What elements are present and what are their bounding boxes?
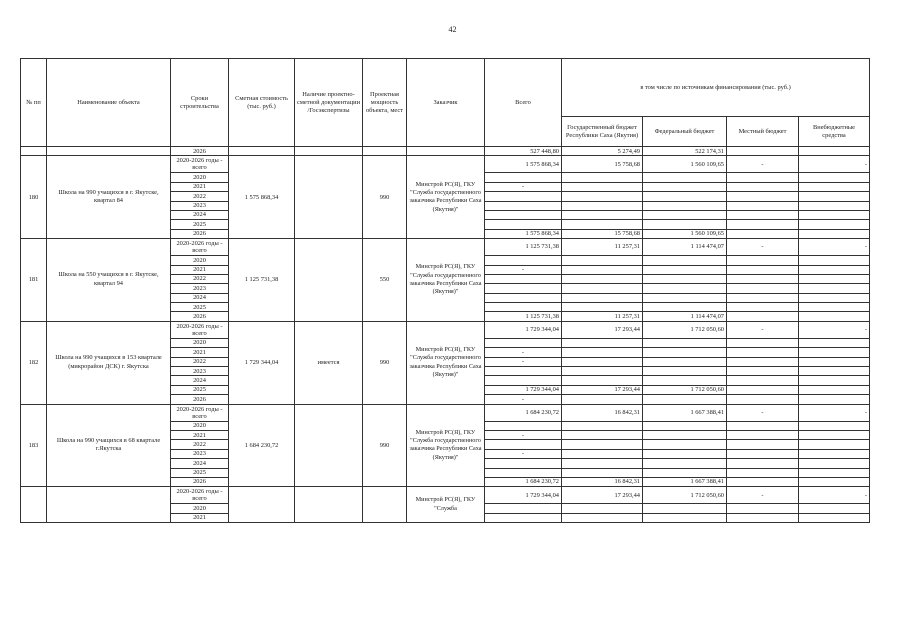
year-cell: 2020-2026 годы - всего — [171, 487, 229, 504]
local-budget-cell — [727, 385, 799, 394]
federal-budget-cell — [643, 459, 727, 468]
year-cell: 2024 — [171, 293, 229, 302]
year-cell: 2020 — [171, 173, 229, 182]
customer: Минстрой РС(Я), ГКУ "Служба государственного заказчика Республики Саха (Якутия)" — [407, 156, 485, 239]
federal-budget-cell — [643, 449, 727, 458]
year-cell: 2025 — [171, 385, 229, 394]
total-cell — [485, 256, 562, 265]
extra-budget-cell — [799, 293, 870, 302]
header-federal: Федеральный бюджет — [643, 117, 727, 147]
state-budget-cell: 17 293,44 — [562, 487, 643, 504]
total-cell: 1 729 344,04 — [485, 487, 562, 504]
federal-budget-cell — [643, 395, 727, 404]
state-budget-cell: 16 842,31 — [562, 404, 643, 421]
year-cell: 2022 — [171, 192, 229, 201]
state-budget-cell — [562, 421, 643, 430]
local-budget-cell — [727, 395, 799, 404]
year-cell: 2020-2026 годы - всего — [171, 404, 229, 421]
state-budget-cell — [562, 504, 643, 513]
state-budget-cell — [562, 220, 643, 229]
total-cell: 1 729 344,04 — [485, 385, 562, 394]
local-budget-cell — [727, 147, 799, 156]
total-cell — [485, 367, 562, 376]
empty-cell — [47, 147, 171, 156]
state-budget-cell — [562, 284, 643, 293]
year-cell: 2024 — [171, 210, 229, 219]
total-cell: 1 684 230,72 — [485, 477, 562, 486]
capacity: 550 — [363, 239, 407, 322]
federal-budget-cell — [643, 468, 727, 477]
local-budget-cell — [727, 513, 799, 522]
state-budget-cell — [562, 210, 643, 219]
object-number: 183 — [21, 404, 47, 487]
extra-budget-cell: - — [799, 156, 870, 173]
year-cell: 2025 — [171, 303, 229, 312]
year-cell: 2023 — [171, 367, 229, 376]
year-cell: 2023 — [171, 284, 229, 293]
total-cell — [485, 210, 562, 219]
year-cell: 2020 — [171, 504, 229, 513]
local-budget-cell — [727, 256, 799, 265]
design-docs — [295, 239, 363, 322]
federal-budget-cell: 1 712 050,60 — [643, 321, 727, 338]
federal-budget-cell: 1 114 474,07 — [643, 312, 727, 321]
state-budget-cell — [562, 395, 643, 404]
year-cell: 2020 — [171, 421, 229, 430]
object-number: 180 — [21, 156, 47, 239]
year-cell: 2022 — [171, 274, 229, 283]
table-row — [21, 487, 870, 504]
extra-budget-cell — [799, 440, 870, 449]
local-budget-cell — [727, 338, 799, 347]
federal-budget-cell — [643, 201, 727, 210]
extra-budget-cell — [799, 421, 870, 430]
extra-budget-cell: - — [799, 321, 870, 338]
state-budget-cell: 11 257,31 — [562, 312, 643, 321]
state-budget-cell — [562, 293, 643, 302]
extra-budget-cell: - — [799, 404, 870, 421]
local-budget-cell — [727, 293, 799, 302]
extra-budget-cell — [799, 385, 870, 394]
year-cell: 2024 — [171, 459, 229, 468]
local-budget-cell — [727, 459, 799, 468]
extra-budget-cell — [799, 173, 870, 182]
estimated-cost: 1 575 868,34 — [229, 156, 295, 239]
object-name — [47, 487, 171, 523]
total-cell: 1 125 731,38 — [485, 312, 562, 321]
local-budget-cell — [727, 210, 799, 219]
state-budget-cell: 17 293,44 — [562, 385, 643, 394]
local-budget-cell — [727, 303, 799, 312]
total-cell: - — [485, 182, 562, 191]
local-budget-cell — [727, 201, 799, 210]
local-budget-cell: - — [727, 404, 799, 421]
local-budget-cell — [727, 357, 799, 366]
federal-budget-cell — [643, 192, 727, 201]
state-budget-cell — [562, 376, 643, 385]
object-name: Школа на 990 учащихся в 68 квартале г.Якутска — [47, 404, 171, 487]
header-state: Государственный бюджет Республики Саха (Якутия) — [562, 117, 643, 147]
local-budget-cell — [727, 274, 799, 283]
total-cell — [485, 284, 562, 293]
state-budget-cell: 17 293,44 — [562, 321, 643, 338]
table-row — [21, 239, 870, 256]
design-docs — [295, 156, 363, 239]
local-budget-cell: - — [727, 321, 799, 338]
extra-budget-cell — [799, 468, 870, 477]
capacity: 990 — [363, 156, 407, 239]
federal-budget-cell — [643, 265, 727, 274]
state-budget-cell — [562, 173, 643, 182]
customer: Минстрой РС(Я), ГКУ "Служба государственного заказчика Республики Саха (Якутия)" — [407, 321, 485, 404]
total-cell — [485, 440, 562, 449]
extra-budget-cell — [799, 338, 870, 347]
total-cell — [485, 421, 562, 430]
local-budget-cell — [727, 348, 799, 357]
extra-budget-cell — [799, 477, 870, 486]
total-cell — [485, 459, 562, 468]
total-cell — [485, 513, 562, 522]
total-cell: - — [485, 357, 562, 366]
header-capacity: Проектная мощность объекта, мест — [363, 59, 407, 147]
customer: Минстрой РС(Я), ГКУ "Служба — [407, 487, 485, 523]
federal-budget-cell: 1 667 388,41 — [643, 404, 727, 421]
state-budget-cell — [562, 303, 643, 312]
local-budget-cell — [727, 440, 799, 449]
year-cell: 2021 — [171, 513, 229, 522]
extra-budget-cell — [799, 192, 870, 201]
extra-budget-cell — [799, 430, 870, 439]
empty-cell — [407, 147, 485, 156]
object-name: Школа на 550 учащихся в г. Якутске, квартал 94 — [47, 239, 171, 322]
year-cell: 2026 — [171, 229, 229, 238]
state-budget-cell — [562, 256, 643, 265]
state-budget-cell — [562, 459, 643, 468]
local-budget-cell — [727, 312, 799, 321]
total-cell — [485, 504, 562, 513]
year-cell: 2026 — [171, 312, 229, 321]
state-budget-cell — [562, 192, 643, 201]
local-budget-cell — [727, 192, 799, 201]
header-local: Местный бюджет — [727, 117, 799, 147]
state-budget-cell — [562, 265, 643, 274]
federal-budget-cell — [643, 284, 727, 293]
local-budget-cell: - — [727, 239, 799, 256]
object-number: 182 — [21, 321, 47, 404]
header-num: № пп — [21, 59, 47, 147]
table-body — [21, 147, 870, 523]
extra-budget-cell — [799, 256, 870, 265]
federal-budget-cell — [643, 338, 727, 347]
header-extra: Внебюджетные средства — [799, 117, 870, 147]
financing-table — [20, 58, 870, 523]
extra-budget-cell: - — [799, 239, 870, 256]
local-budget-cell — [727, 504, 799, 513]
state-budget-cell: 15 758,68 — [562, 229, 643, 238]
empty-cell — [295, 147, 363, 156]
local-budget-cell — [727, 468, 799, 477]
federal-budget-cell: 1 114 474,07 — [643, 239, 727, 256]
local-budget-cell — [727, 173, 799, 182]
federal-budget-cell — [643, 367, 727, 376]
table-row — [21, 321, 870, 338]
total-cell: 1 684 230,72 — [485, 404, 562, 421]
year-cell: 2021 — [171, 182, 229, 191]
local-budget-cell — [727, 477, 799, 486]
total-cell — [485, 376, 562, 385]
year-cell: 2024 — [171, 376, 229, 385]
empty-cell — [363, 147, 407, 156]
year-cell: 2021 — [171, 430, 229, 439]
header-sources: в том числе по источникам финансирования (тыс. руб.) — [562, 59, 870, 117]
state-budget-cell — [562, 430, 643, 439]
total-cell: 527 448,80 — [485, 147, 562, 156]
federal-budget-cell — [643, 173, 727, 182]
total-cell: 1 575 868,34 — [485, 156, 562, 173]
header-cost: Сметная стоимость (тыс. руб.) — [229, 59, 295, 147]
total-cell — [485, 220, 562, 229]
empty-cell — [21, 147, 47, 156]
total-cell: - — [485, 395, 562, 404]
local-budget-cell — [727, 430, 799, 439]
state-budget-cell — [562, 338, 643, 347]
estimated-cost: 1 125 731,38 — [229, 239, 295, 322]
extra-budget-cell — [799, 210, 870, 219]
state-budget-cell — [562, 274, 643, 283]
year-cell: 2020 — [171, 338, 229, 347]
local-budget-cell: - — [727, 156, 799, 173]
object-number — [21, 487, 47, 523]
year-cell: 2022 — [171, 440, 229, 449]
local-budget-cell — [727, 421, 799, 430]
federal-budget-cell — [643, 513, 727, 522]
total-cell: - — [485, 265, 562, 274]
extra-budget-cell — [799, 284, 870, 293]
federal-budget-cell — [643, 376, 727, 385]
federal-budget-cell — [643, 293, 727, 302]
year-cell: 2022 — [171, 357, 229, 366]
federal-budget-cell — [643, 220, 727, 229]
federal-budget-cell — [643, 348, 727, 357]
year-cell: 2025 — [171, 468, 229, 477]
extra-budget-cell — [799, 504, 870, 513]
year-cell: 2026 — [171, 477, 229, 486]
year-cell: 2021 — [171, 265, 229, 274]
local-budget-cell — [727, 182, 799, 191]
extra-budget-cell — [799, 395, 870, 404]
total-cell: - — [485, 430, 562, 439]
capacity — [363, 487, 407, 523]
federal-budget-cell — [643, 504, 727, 513]
empty-cell — [229, 147, 295, 156]
design-docs: имеется — [295, 321, 363, 404]
state-budget-cell — [562, 513, 643, 522]
design-docs — [295, 487, 363, 523]
year-cell: 2021 — [171, 348, 229, 357]
federal-budget-cell — [643, 421, 727, 430]
extra-budget-cell — [799, 367, 870, 376]
total-cell — [485, 338, 562, 347]
year-cell: 2026 — [171, 395, 229, 404]
estimated-cost: 1 684 230,72 — [229, 404, 295, 487]
extra-budget-cell — [799, 303, 870, 312]
local-budget-cell — [727, 265, 799, 274]
extra-budget-cell — [799, 229, 870, 238]
federal-budget-cell: 1 712 050,60 — [643, 487, 727, 504]
federal-budget-cell — [643, 430, 727, 439]
total-cell: 1 125 731,38 — [485, 239, 562, 256]
state-budget-cell — [562, 449, 643, 458]
local-budget-cell — [727, 367, 799, 376]
federal-budget-cell — [643, 357, 727, 366]
extra-budget-cell — [799, 513, 870, 522]
federal-budget-cell: 1 560 109,65 — [643, 156, 727, 173]
federal-budget-cell — [643, 210, 727, 219]
extra-budget-cell — [799, 220, 870, 229]
estimated-cost: 1 729 344,04 — [229, 321, 295, 404]
year-cell: 2020-2026 годы - всего — [171, 239, 229, 256]
header-customer: Заказчик — [407, 59, 485, 147]
extra-budget-cell — [799, 201, 870, 210]
state-budget-cell — [562, 201, 643, 210]
state-budget-cell — [562, 440, 643, 449]
local-budget-cell: - — [727, 487, 799, 504]
extra-budget-cell — [799, 449, 870, 458]
header-docs: Наличие проектно-сметной документации /Госэкспертизы — [295, 59, 363, 147]
total-cell: 1 729 344,04 — [485, 321, 562, 338]
total-cell — [485, 293, 562, 302]
header-terms: Сроки строительства — [171, 59, 229, 147]
page-number: 42 — [448, 25, 457, 34]
federal-budget-cell: 1 667 388,41 — [643, 477, 727, 486]
design-docs — [295, 404, 363, 487]
federal-budget-cell: 1 712 050,60 — [643, 385, 727, 394]
header-name: Наименование объекта — [47, 59, 171, 147]
local-budget-cell — [727, 376, 799, 385]
customer: Минстрой РС(Я), ГКУ "Служба государственного заказчика Республики Саха (Якутия)" — [407, 404, 485, 487]
year-cell: 2020-2026 годы - всего — [171, 156, 229, 173]
table-row — [21, 156, 870, 173]
federal-budget-cell — [643, 256, 727, 265]
year-cell: 2025 — [171, 220, 229, 229]
extra-budget-cell — [799, 357, 870, 366]
local-budget-cell — [727, 284, 799, 293]
extra-budget-cell — [799, 147, 870, 156]
year-cell: 2020-2026 годы - всего — [171, 321, 229, 338]
state-budget-cell — [562, 182, 643, 191]
extra-budget-cell — [799, 348, 870, 357]
federal-budget-cell: 522 174,31 — [643, 147, 727, 156]
total-cell: 1 575 868,34 — [485, 229, 562, 238]
state-budget-cell — [562, 468, 643, 477]
capacity: 990 — [363, 321, 407, 404]
total-cell — [485, 468, 562, 477]
total-cell — [485, 303, 562, 312]
extra-budget-cell: - — [799, 487, 870, 504]
state-budget-cell: 5 274,49 — [562, 147, 643, 156]
year-cell: 2020 — [171, 256, 229, 265]
total-cell — [485, 192, 562, 201]
state-budget-cell: 15 758,68 — [562, 156, 643, 173]
total-cell — [485, 201, 562, 210]
table-row — [21, 404, 870, 421]
object-name: Школа на 990 учащихся в г. Якутске, квартал 84 — [47, 156, 171, 239]
header-total: Всего — [485, 59, 562, 147]
state-budget-cell: 16 842,31 — [562, 477, 643, 486]
extra-budget-cell — [799, 274, 870, 283]
state-budget-cell — [562, 367, 643, 376]
total-cell: - — [485, 348, 562, 357]
state-budget-cell — [562, 348, 643, 357]
estimated-cost — [229, 487, 295, 523]
extra-budget-cell — [799, 265, 870, 274]
local-budget-cell — [727, 229, 799, 238]
year-cell: 2023 — [171, 449, 229, 458]
federal-budget-cell — [643, 440, 727, 449]
customer: Минстрой РС(Я), ГКУ "Служба государственного заказчика Республики Саха (Якутия)" — [407, 239, 485, 322]
extra-budget-cell — [799, 376, 870, 385]
state-budget-cell: 11 257,31 — [562, 239, 643, 256]
total-cell — [485, 173, 562, 182]
table-row — [21, 147, 870, 156]
capacity: 990 — [363, 404, 407, 487]
total-cell — [485, 274, 562, 283]
extra-budget-cell — [799, 459, 870, 468]
year-cell: 2026 — [171, 147, 229, 156]
extra-budget-cell — [799, 312, 870, 321]
federal-budget-cell: 1 560 109,65 — [643, 229, 727, 238]
object-number: 181 — [21, 239, 47, 322]
object-name: Школа на 990 учащихся в 153 квартале (микрорайон ДСК) г. Якутска — [47, 321, 171, 404]
extra-budget-cell — [799, 182, 870, 191]
local-budget-cell — [727, 449, 799, 458]
federal-budget-cell — [643, 303, 727, 312]
federal-budget-cell — [643, 182, 727, 191]
local-budget-cell — [727, 220, 799, 229]
federal-budget-cell — [643, 274, 727, 283]
total-cell: - — [485, 449, 562, 458]
state-budget-cell — [562, 357, 643, 366]
year-cell: 2023 — [171, 201, 229, 210]
